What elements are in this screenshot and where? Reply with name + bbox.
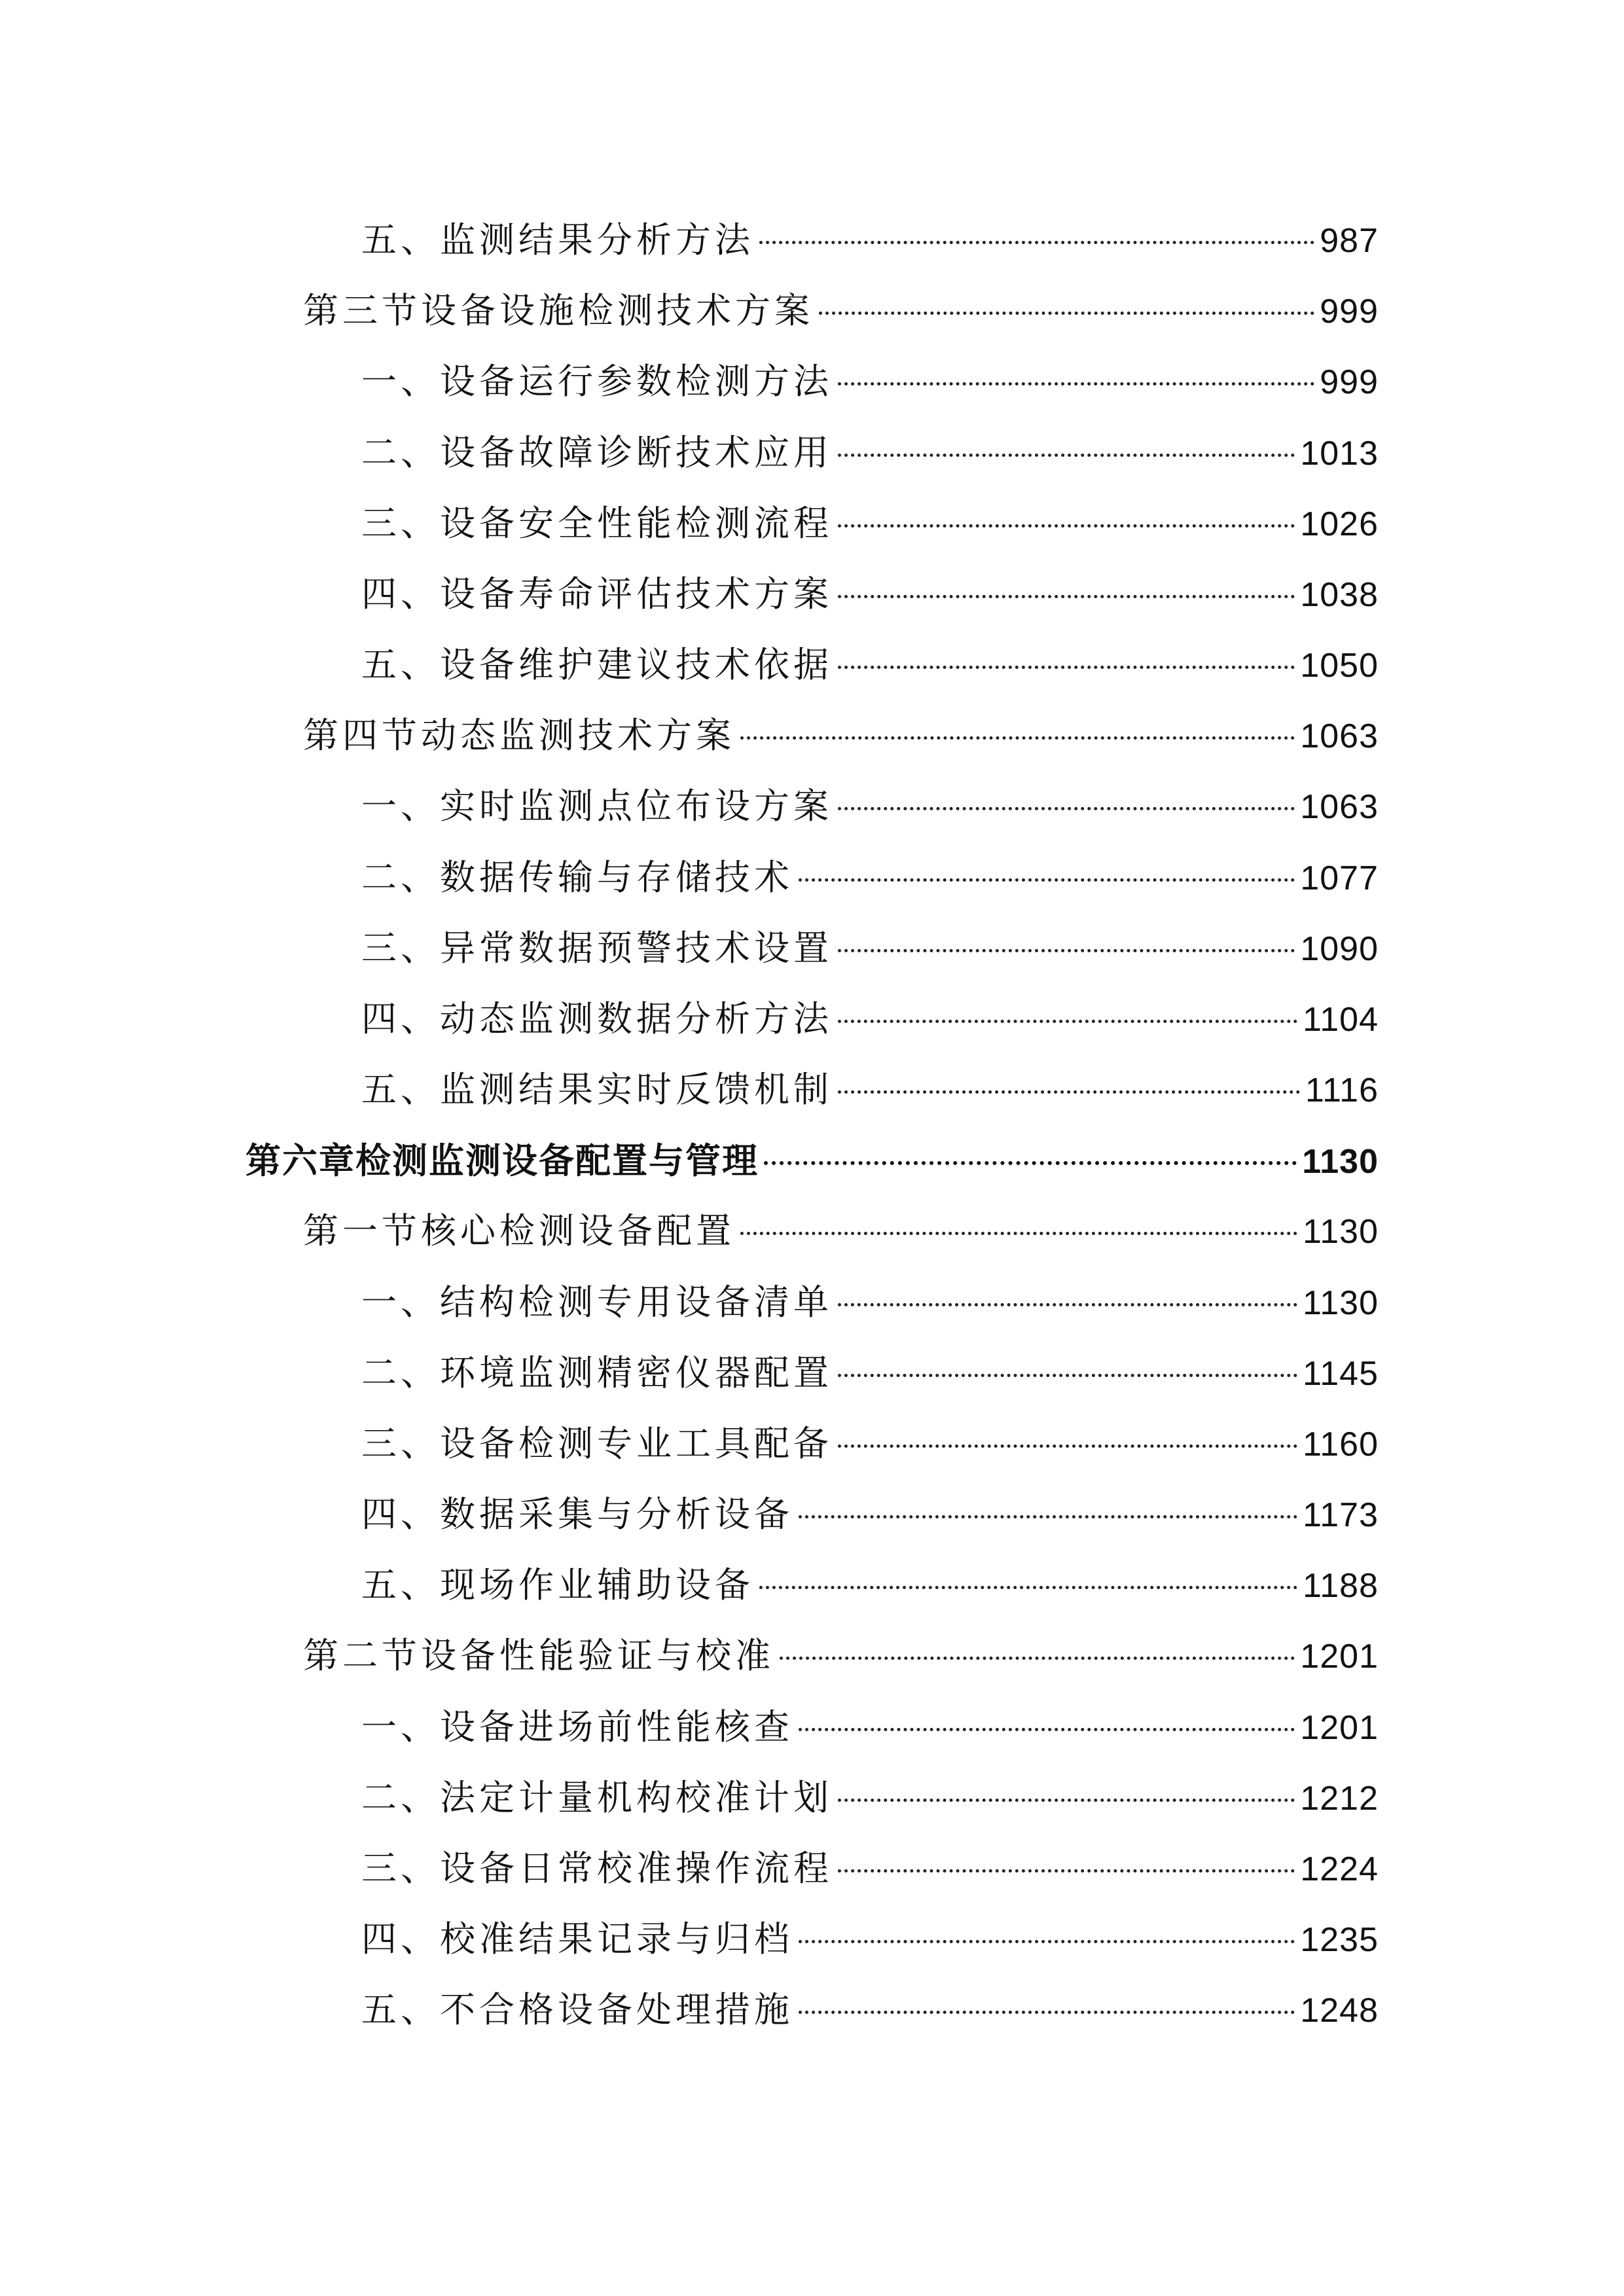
toc-entry[interactable] (361, 637, 1379, 692)
toc-entry-page: 1188 (1303, 1567, 1379, 1605)
dot-leader (764, 1161, 1297, 1165)
toc-entry-title: 三、异常数据预警技术设置 (361, 927, 833, 969)
dot-leader (799, 878, 1295, 882)
toc-entry[interactable] (361, 1982, 1379, 2037)
toc-entry-title: 二、设备故障诊断技术应用 (361, 432, 833, 473)
dot-leader (838, 1799, 1295, 1802)
toc-entry[interactable] (303, 1628, 1379, 1683)
toc-entry[interactable] (361, 992, 1379, 1047)
toc-entry-page: 1038 (1300, 576, 1379, 614)
toc-entry-title: 四、动态监测数据分析方法 (361, 998, 833, 1039)
toc-entry-page: 1173 (1303, 1496, 1379, 1534)
toc-entry-page: 1050 (1300, 647, 1379, 685)
toc-entry-title: 五、不合格设备处理措施 (361, 1989, 793, 2030)
toc-entry-title: 四、校准结果记录与归档 (361, 1918, 793, 1960)
dot-leader (740, 736, 1295, 740)
toc-entry[interactable] (361, 425, 1379, 480)
dot-leader (838, 1869, 1295, 1873)
toc-entry-page: 1063 (1300, 788, 1379, 826)
dot-leader (838, 454, 1295, 457)
dot-leader (799, 2011, 1295, 2014)
toc-entry-title: 二、数据传输与存储技术 (361, 857, 793, 898)
toc-entry[interactable] (361, 1770, 1379, 1825)
toc-entry[interactable] (361, 1700, 1379, 1755)
dot-leader (799, 1940, 1295, 1943)
toc-entry[interactable] (361, 1487, 1379, 1542)
toc-entry[interactable] (361, 1841, 1379, 1896)
dot-leader (838, 1020, 1297, 1023)
toc-entry[interactable] (303, 283, 1379, 338)
dot-leader (838, 524, 1295, 528)
dot-leader (838, 807, 1295, 810)
toc-entry-title: 第四节动态监测技术方案 (303, 715, 735, 756)
toc-entry[interactable] (361, 1558, 1379, 1613)
toc-entry[interactable] (361, 921, 1379, 976)
toc-entry-page: 1104 (1303, 1001, 1379, 1039)
toc-entry-page: 1130 (1303, 1213, 1379, 1251)
dot-leader (838, 1374, 1297, 1377)
toc-entry-title: 三、设备检测专业工具配备 (361, 1423, 833, 1464)
toc-entry-page: 999 (1320, 293, 1379, 331)
toc-entry-title: 四、数据采集与分析设备 (361, 1494, 793, 1535)
toc-entry-page: 1201 (1300, 1709, 1379, 1747)
toc-entry-page: 1145 (1303, 1355, 1379, 1393)
dot-leader (838, 1444, 1297, 1448)
toc-entry-page: 999 (1320, 363, 1379, 401)
dot-leader (819, 312, 1314, 315)
dot-leader (838, 595, 1295, 598)
toc-entry[interactable] (361, 1062, 1379, 1117)
toc-entry-title: 五、监测结果分析方法 (361, 219, 754, 260)
toc-entry-page: 1130 (1302, 1143, 1379, 1181)
toc-entry-title: 四、设备寿命评估技术方案 (361, 573, 833, 615)
dot-leader (740, 1232, 1297, 1235)
dot-leader (759, 241, 1314, 244)
toc-entry[interactable] (303, 708, 1379, 763)
dot-leader (838, 1090, 1300, 1094)
toc-entry-page: 1130 (1303, 1284, 1379, 1322)
toc-entry-page: 1063 (1300, 717, 1379, 755)
dot-leader (838, 1303, 1297, 1306)
toc-entry-title: 五、监测结果实时反馈机制 (361, 1069, 833, 1110)
toc-entry[interactable] (361, 213, 1379, 268)
toc-entry-title: 五、设备维护建议技术依据 (361, 644, 833, 685)
toc-entry-page: 1090 (1300, 930, 1379, 968)
dot-leader (799, 1515, 1297, 1518)
toc-entry-page: 987 (1320, 222, 1379, 260)
toc-entry[interactable] (361, 779, 1379, 834)
toc-entry-title: 二、环境监测精密仪器配置 (361, 1352, 833, 1393)
dot-leader (759, 1586, 1297, 1589)
toc-entry[interactable] (361, 1275, 1379, 1330)
dot-leader (799, 1728, 1295, 1731)
dot-leader (838, 382, 1314, 386)
toc-entry[interactable] (361, 1346, 1379, 1401)
dot-leader (780, 1657, 1295, 1660)
toc-entry-page: 1248 (1300, 1992, 1379, 2030)
toc-entry-title: 第二节设备性能验证与校准 (303, 1635, 774, 1676)
toc-entry[interactable] (361, 354, 1379, 409)
toc-entry-page: 1077 (1300, 859, 1379, 897)
toc-entry-page: 1235 (1300, 1921, 1379, 1959)
toc-entry[interactable] (361, 1912, 1379, 1967)
toc-chapter-entry[interactable] (245, 1133, 1379, 1188)
dot-leader (838, 949, 1295, 952)
toc-entry[interactable] (361, 850, 1379, 905)
toc-entry[interactable] (361, 567, 1379, 622)
toc-entry-title: 二、法定计量机构校准计划 (361, 1777, 833, 1818)
toc-entry-page: 1212 (1300, 1780, 1379, 1818)
toc-entry-title: 三、设备安全性能检测流程 (361, 503, 833, 544)
toc-entry-title: 三、设备日常校准操作流程 (361, 1848, 833, 1889)
dot-leader (838, 666, 1295, 669)
toc-entry-title: 一、设备运行参数检测方法 (361, 361, 833, 402)
toc-entry-title: 第三节设备设施检测技术方案 (303, 290, 814, 331)
toc-entry-page: 1201 (1300, 1638, 1379, 1676)
toc-entry-title: 第一节核心检测设备配置 (303, 1210, 735, 1251)
toc-entry[interactable] (303, 1204, 1379, 1259)
toc-entry-title: 一、实时监测点位布设方案 (361, 785, 833, 827)
toc-entry-title: 一、设备进场前性能核查 (361, 1706, 793, 1748)
toc-entry-page: 1160 (1303, 1426, 1379, 1463)
toc-entry-page: 1224 (1300, 1850, 1379, 1888)
toc-entry-title: 第六章检测监测设备配置与管理 (245, 1139, 759, 1181)
toc-entry-page: 1116 (1305, 1071, 1379, 1109)
toc-entry-page: 1013 (1300, 435, 1379, 473)
toc-entry[interactable] (361, 1416, 1379, 1471)
toc-entry-title: 五、现场作业辅助设备 (361, 1564, 754, 1605)
toc-entry-page: 1026 (1300, 505, 1379, 543)
toc-entry[interactable] (361, 496, 1379, 551)
toc-entry-title: 一、结构检测专用设备清单 (361, 1282, 833, 1323)
